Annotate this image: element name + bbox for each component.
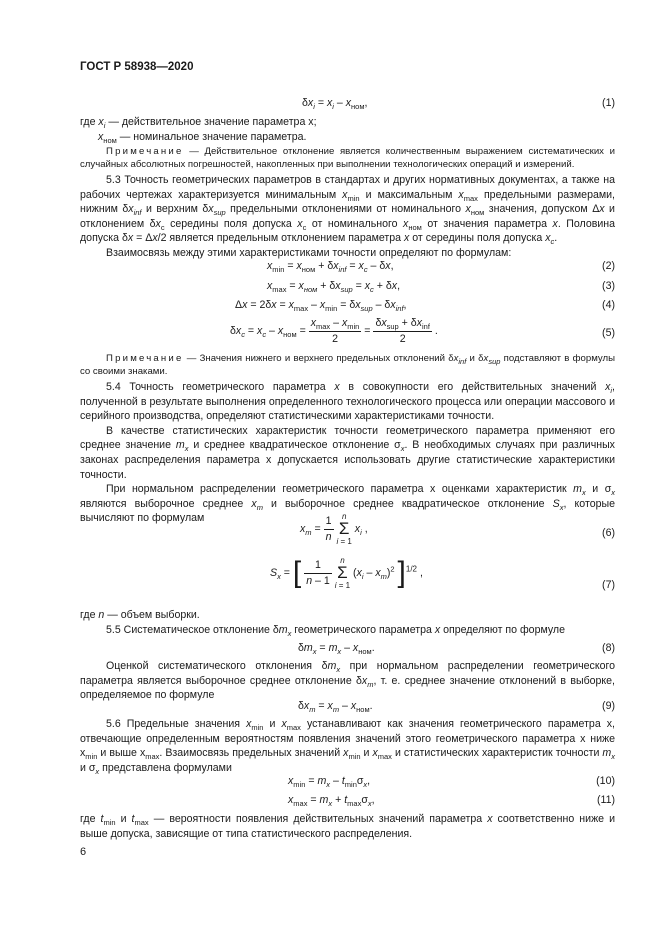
formula-number: (9) [602,700,615,712]
section-5-3: 5.3 Точность геометрических параметров в стандартах и других нормативных документах, а также на рабочих чертежах характеризуется минимальным $x_{min}$ и максимальным $x_{max}$ предельными размерами, нижним $\delta x_{inf}$ и верхним $\delta x_{sup}$ предельными отклонениями от номинального $x_{ном}$ значения, допуском Δx и отклонением $\delta x_c$ середины поля допуска $x_c$ от номинального $x_{ном}$ от значения параметра x. Половина допуска δx = Δx/2 является предельным отклонением параметра x от середины поля допуска $x_c$. Взаимосвязь между этими характеристиками точности определяют по формулам: [80,174,616,259]
formula-1: $\delta x_i = x_i - x_{ном}$, (1) [302,97,615,112]
formula-3: $x_{max} = x_{ном} + \delta x_{sup} = x_c + \delta x$, (3) [267,280,615,295]
formula-10: $x_{min} = m_x - t_{min}\sigma_x$, (10) [288,775,615,790]
formula-4: $\Delta x = 2\delta x = x_{max} - x_{min} = \delta x_{sup} - \delta x_{inf}$, (4) [235,299,615,314]
formula-number: (3) [602,280,615,292]
formula-number: (5) [602,327,615,339]
document-header: ГОСТ Р 58938—2020 [80,61,194,73]
formula-5: $\delta x_c = x_c - x_{ном}$ = $\frac{x_{max} - x_{min}}{2}$ = $\frac{\delta x_{sup} + \delta x_{inf}}{2}$ . (5) [230,317,615,345]
formula-number: (7) [602,579,615,591]
section-5-5-cont: Оценкой систематического отклонения $\delta m_x$ при нормальном распределении геометрического параметра является выборочное среднее отклонение $\delta x_m$, т. е. среднее значение отклонений в выборке, определяемое по формуле [80,660,616,702]
formula-9: $\delta x_m = x_m - x_{ном}$. (9) [298,700,615,715]
where-list-2: где n — объем выборки. [80,609,200,621]
formula-number: (2) [602,260,615,272]
formula-number: (6) [602,527,615,539]
section-5-5: 5.5 Систематическое отклонение $\delta m_x$ геометрического параметра x определяют по формуле [106,624,566,639]
section-5-6: 5.6 Предельные значения $x_{min}$ и $x_{max}$ устанавливают как значения геометрического параметра x, отвечающие определенным вероятностям появления значений этого геометрического параметра x ниже $x_{min}$ и выше $x_{max}$. Взаимосвязь предельных значений $x_{min}$ и $x_{max}$ и статистических характеристик точности $m_x$ и $\sigma_x$ представлена формулами [80,718,615,776]
page-number: 6 [80,846,87,858]
where-list-3: где $t_{min}$ и $t_{max}$ — вероятности появления действительных значений параметра x соответственно ниже и выше допуска, зависящие от типа статистического распределения. [80,813,615,840]
note-1: Примечание — Действительное отклонение является количественным выражением систематических и случайных абсолютных погрешностей, накопленных при выполнении технологических операций и измерений. [80,146,615,170]
formula-2: $x_{min} = x_{ном} + \delta x_{inf} = x_c - \delta x$, (2) [267,260,615,275]
formula-7: $S_x$ = [ $\frac{1}{n - 1}$ n Σ i = 1 $(x_i - x_m)^2$ ]$^{1/2}$ , (7) [270,556,615,591]
formula-8: $\delta m_x = m_x - x_{ном}$. (8) [298,642,615,657]
where-list-1: где $x_i$ — действительное значение параметра x; $x_{ном}$ — номинальное значение параметра. [80,116,317,145]
formula-number: (11) [596,794,615,806]
section-5-4: 5.4 Точность геометрического параметра x в совокупности его действительных значений $x_i$, полученной в результате выполнения определенного технологического процесса или операции массового и серийного производства, определяют статистическими характеристиками точности. В качестве статистических характеристик точности геометрического параметра применяют его среднее значение $m_x$ и среднее квадратическое отклонение $\sigma_x$. В необходимых случаях при различных законах распределения параметра x допускается использовать другие статистические характеристики точности. При нормальном распределении геометрического параметра x оценками характеристик $m_x$ и $\sigma_x$ являются выборочное среднее $x_m$ и выборочное среднее квадратическое отклонение $S_x$, которые вычисляют по формулам [80,381,615,525]
note-2: Примечание — Значения нижнего и верхнего предельных отклонений $\delta x_{inf}$ и $\delta x_{sup}$ подставляют в формулы со своими знаками. [80,353,615,377]
formula-number: (4) [602,299,615,311]
formula-6: $x_m$ = $\frac{1}{n}$ n Σ i = 1 $x_i$ , (6) [300,512,615,546]
formula-number: (10) [596,775,615,787]
formula-number: (8) [602,642,615,654]
formula-number: (1) [602,97,615,109]
formula-11: $x_{max} = m_x + t_{max}\sigma_x$, (11) [288,794,615,809]
